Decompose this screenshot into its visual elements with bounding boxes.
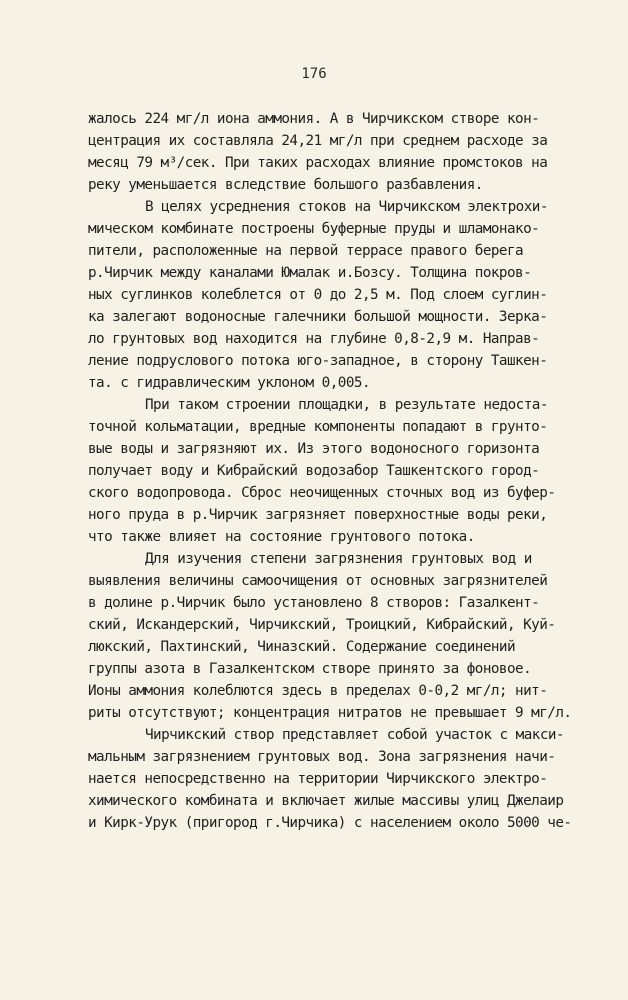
text-line: что также влияет на состояние грунтового потока. <box>88 529 475 545</box>
text-line: выявления величины самоочищения от основных загрязнителей <box>88 573 548 589</box>
text-line: р.Чирчик между каналами Юмалак и.Бозсу. Толщина покров- <box>88 265 532 281</box>
text-line: точной кольматации, вредные компоненты попадают в грунто- <box>88 419 548 435</box>
text-line: ло грунтовых вод находится на глубине 0,8-2,9 м. Направ- <box>88 331 540 347</box>
text-line: При таком строении площадки, в результате недоста- <box>145 397 548 413</box>
text-line: ского водопровода. Сброс неочищенных сточных вод из буфер- <box>88 485 556 501</box>
text-line: В целях усреднения стоков на Чирчикском электрохи- <box>145 199 548 215</box>
text-line: реку уменьшается вследствие большого разбавления. <box>88 177 483 193</box>
text-line: риты отсутствуют; концентрация нитратов не превышает 9 мг/л. <box>88 705 572 721</box>
text-line: пители, расположенные на первой террасе правого берега <box>88 243 524 259</box>
text-line: группы азота в Газалкентском створе принято за фоновое. <box>88 661 532 677</box>
text-line: Для изучения степени загрязнения грунтовых вод и <box>145 551 532 567</box>
text-line: центрация их составляла 24,21 мг/л при среднем расходе за <box>88 133 548 149</box>
text-line: ление подруслового потока юго-западное, в сторону Ташкен- <box>88 353 548 369</box>
text-line: ных суглинков колеблется от 0 до 2,5 м. Под слоем суглин- <box>88 287 548 303</box>
text-line: получает воду и Кибрайский водозабор Ташкентского город- <box>88 463 540 479</box>
text-line: ка залегают водоносные галечники большой мощности. Зерка- <box>88 309 548 325</box>
text-line: Чирчикский створ представляет собой участок с макси- <box>145 727 564 743</box>
text-line: Ионы аммония колеблются здесь в пределах 0-0,2 мг/л; нит- <box>88 683 548 699</box>
text-line: та. с гидравлическим уклоном 0,005. <box>88 375 371 391</box>
text-line: и Кирк-Урук (пригород г.Чирчика) с населением около 5000 че- <box>88 815 572 831</box>
text-line: жалось 224 мг/л иона аммония. А в Чирчикском створе кон- <box>88 111 540 127</box>
text-line: ский, Искандерский, Чирчикский, Троицкий, Кибрайский, Куй- <box>88 617 556 633</box>
text-line: мальным загрязнением грунтовых вод. Зона загрязнения начи- <box>88 749 556 765</box>
text-line: вые воды и загрязняют их. Из этого водоносного горизонта <box>88 441 540 457</box>
text-line: месяц 79 м³/сек. При таких расходах влияние промстоков на <box>88 155 548 171</box>
page-number: 176 <box>301 66 327 82</box>
text-line: в долине р.Чирчик было установлено 8 створов: Газалкент- <box>88 595 540 611</box>
text-line: ного пруда в р.Чирчик загрязняет поверхностные воды реки, <box>88 507 548 523</box>
text-line: нается непосредственно на территории Чирчикского электро- <box>88 771 548 787</box>
text-line: мическом комбинате построены буферные пруды и шламонако- <box>88 221 540 237</box>
text-line: химического комбината и включает жилые массивы улиц Джелаир <box>88 793 564 809</box>
text-line: люкский, Пахтинский, Чиназский. Содержание соединений <box>88 639 516 655</box>
